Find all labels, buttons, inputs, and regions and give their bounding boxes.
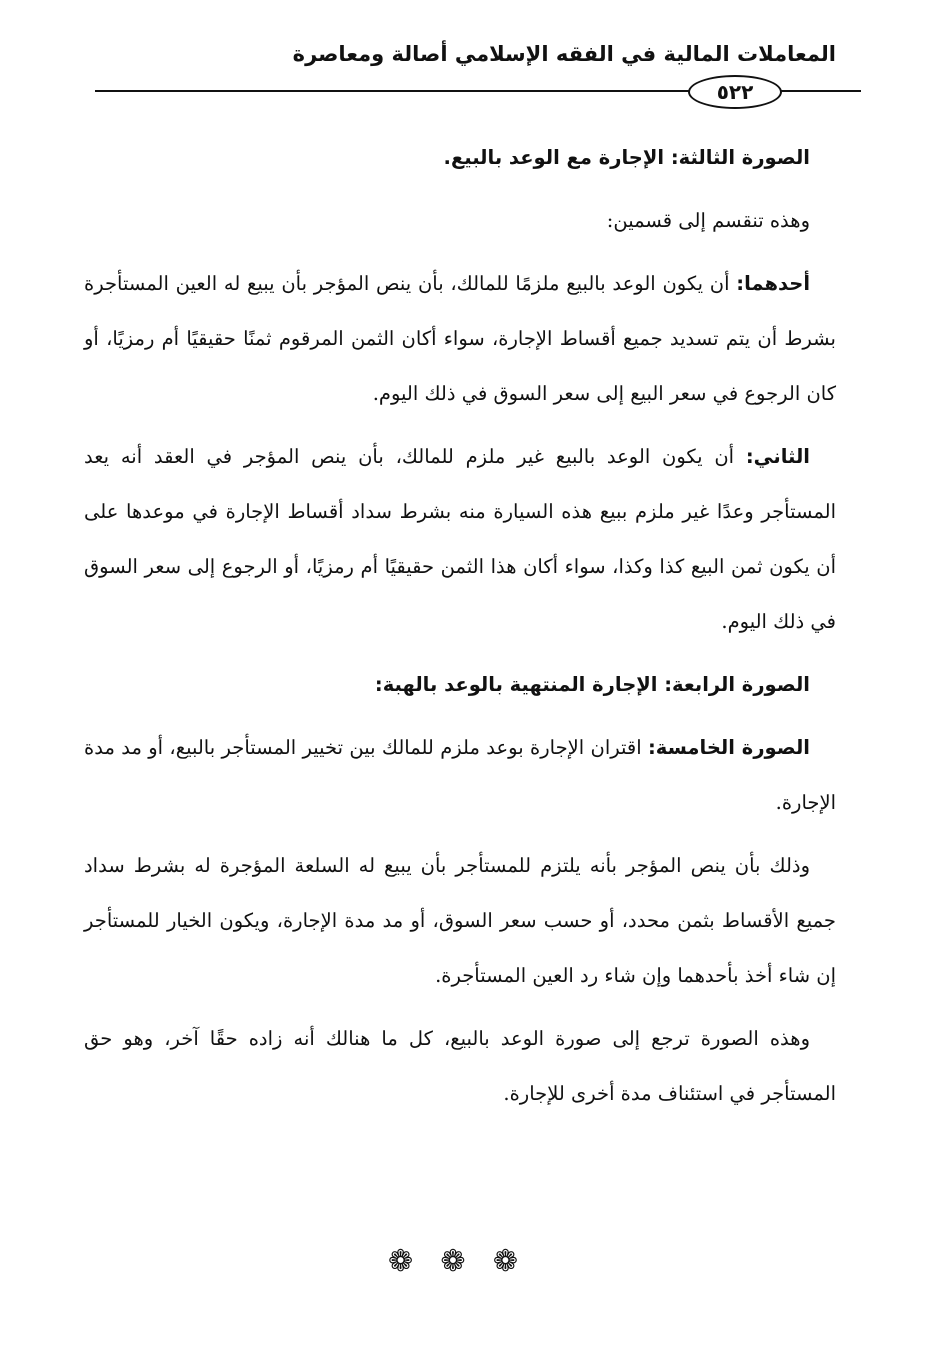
- end-ornaments: [388, 1245, 518, 1279]
- paragraph-text: وذلك بأن ينص المؤجر بأنه يلتزم للمستأجر بأن يبيع له السلعة المؤجرة له بشرط سداد جميع الأقساط بثمن محدد، أو حسب سعر السوق، أو مد مدة الإجارة، ويكون الخيار للمستأجر إن شاء أخذ بأحدهما وإن شاء رد العين المستأجرة.: [84, 854, 836, 987]
- flower-ornament-icon: ❁: [492, 1244, 518, 1279]
- paragraph-second-type: [84, 429, 836, 649]
- paragraph-text: الإجارة المنتهية بالوعد بالهبة:: [374, 673, 665, 696]
- paragraph-two-types: [84, 193, 836, 248]
- paragraph-text: وهذه تنقسم إلى قسمين:: [606, 209, 810, 232]
- paragraph-text: أن يكون الوعد بالبيع ملزمًا للمالك، بأن ينص المؤجر بأن يبيع له العين المستأجرة بشرط أن يتم تسديد جميع أقساط الإجارة، سواء أكان الثمن المرقوم ثمنًا حقيقيًا أم رمزيًا، أو كان الرجوع في سعر البيع إلى سعر السوق في ذلك اليوم.: [84, 272, 836, 405]
- paragraph-label: الصورة الرابعة:: [664, 673, 810, 696]
- paragraph-fourth-form: [84, 657, 836, 712]
- page-body: [84, 130, 836, 1129]
- paragraph-label: الصورة الثالثة:: [670, 146, 810, 169]
- flower-ornament-icon: ❁: [388, 1244, 414, 1279]
- paragraph-text: اقتران الإجارة بوعد ملزم للمالك بين تخيير المستأجر بالبيع، أو مد مدة الإجارة.: [84, 736, 836, 814]
- paragraph-conclusion: [84, 1011, 836, 1121]
- paragraph-label: أحدهما:: [736, 272, 810, 295]
- paragraph-text: أن يكون الوعد بالبيع غير ملزم للمالك، بأن ينص المؤجر في العقد أنه يعد المستأجر وعدًا غير ملزم ببيع هذه السيارة منه بشرط سداد أقساط الإجارة في موعدها على أن يكون ثمن البيع كذا وكذا، سواء أكان هذا الثمن حقيقيًا أم رمزيًا، أو الرجوع إلى سعر السوق في ذلك اليوم.: [84, 445, 836, 633]
- paragraph-label: الصورة الخامسة:: [647, 736, 810, 759]
- paragraph-label: الثاني:: [745, 445, 810, 468]
- page-number: ٥٢٢: [688, 75, 782, 109]
- paragraph-fifth-form: [84, 720, 836, 830]
- flower-ornament-icon: ❁: [440, 1244, 466, 1279]
- running-header-title: المعاملات المالية في الفقه الإسلامي أصالة ومعاصرة: [292, 42, 836, 66]
- paragraph-text: الإجارة مع الوعد بالبيع.: [443, 146, 671, 169]
- paragraph-first-type: [84, 256, 836, 421]
- paragraph-fifth-explanation: [84, 838, 836, 1003]
- paragraph-text: وهذه الصورة ترجع إلى صورة الوعد بالبيع، كل ما هنالك أنه زاده حقًا آخر، وهو حق المستأجر في استئناف مدة أخرى للإجارة.: [84, 1027, 836, 1105]
- paragraph-third-form: [84, 130, 836, 185]
